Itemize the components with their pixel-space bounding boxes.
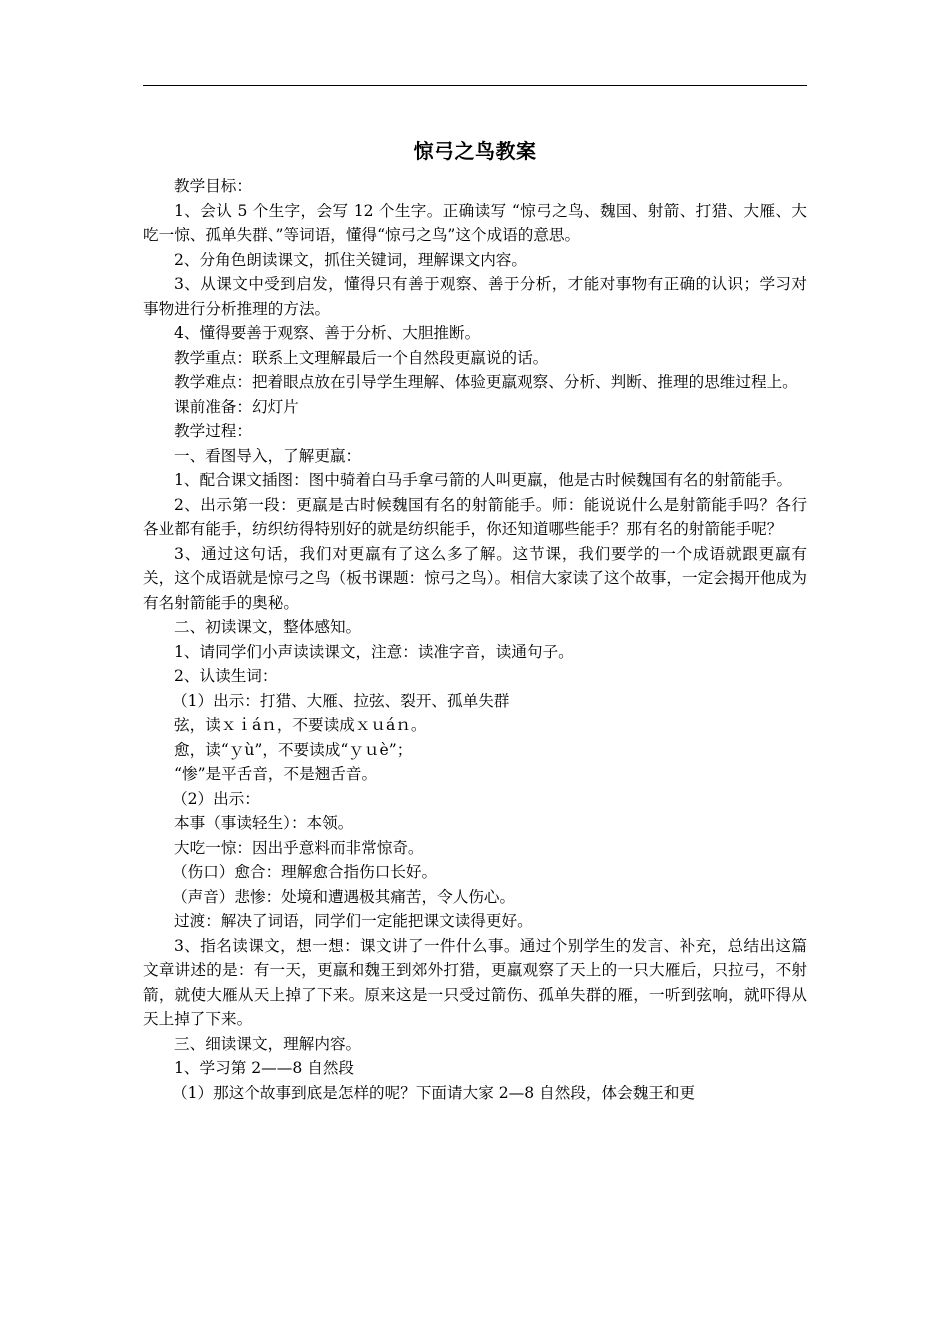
paragraph: 1、会认 5 个生字，会写 12 个生字。正确读写 “惊弓之鸟、魏国、射箭、打猎、大雁、大吃一惊、孤单失群、”等词语，懂得“惊弓之鸟”这个成语的意思。 (143, 201, 807, 244)
paragraph: 2、分角色朗读课文，抓住关键词，理解课文内容。 (174, 250, 527, 269)
paragraph: 教学过程： (174, 422, 252, 440)
document-title: 惊弓之鸟教案 (413, 139, 537, 163)
paragraph: 2、出示第一段：更羸是古时候魏国有名的射箭能手。师：能说说什么是射箭能手吗？各行各业都有能手，纺织纺得特别好的就是纺织能手，你还知道哪些能手？那有名的射箭能手呢？ (143, 495, 807, 538)
paragraph: （声音）悲惨：处境和遭遇极其痛苦，令人伤心。 (172, 887, 516, 906)
paragraph: 大吃一惊：因出乎意料而非常惊奇。 (174, 838, 424, 857)
paragraph: “惨”是平舌音，不是翘舌音。 (174, 765, 378, 783)
paragraph: 本事（事读轻生）：本领。 (174, 814, 354, 832)
paragraph: （2）出示： (172, 789, 260, 808)
paragraph: 教学难点：把着眼点放在引导学生理解、体验更羸观察、分析、判断、推理的思维过程上。 (174, 373, 798, 391)
paragraph: 二、初读课文，整体感知。 (174, 618, 362, 636)
paragraph: 3、通过这句话，我们对更羸有了这么多了解。这节课，我们要学的一个成语就跟更羸有关，这个成语就是惊弓之鸟（板书课题：惊弓之鸟）。相信大家读了这个故事，一定会揭开他成为有名射箭能手的奥秘。 (143, 544, 807, 612)
paragraph: 1、配合课文插图：图中骑着白马手拿弓箭的人叫更羸，他是古时候魏国有名的射箭能手。 (174, 471, 793, 489)
paragraph: 弦，读ｘｉáｎ，不要读成ｘｕáｎ。 (174, 716, 427, 734)
paragraph: 1、学习第 2——8 自然段 (174, 1059, 355, 1077)
paragraph: 一、看图导入，了解更羸： (174, 446, 362, 465)
paragraph: 3、指名读课文，想一想：课文讲了一件什么事。通过个别学生的发言、补充，总结出这篇文章讲述的是：有一天，更羸和魏王到郊外打猎，更羸观察了天上的一只大雁后，只拉弓，不射箭，就使大雁从天上掉了下来。原来这是一只受过箭伤、孤单失群的雁，一听到弦响，就吓得从天上掉了下来。 (143, 936, 807, 1028)
paragraph: 课前准备：幻灯片 (174, 397, 299, 416)
header-rule (143, 85, 807, 86)
document-body (143, 174, 807, 1105)
paragraph: （1）那这个故事到底是怎样的呢？下面请大家 2—8 自然段，体会魏王和更 (172, 1083, 696, 1102)
paragraph: 2、认读生词： (174, 667, 278, 685)
paragraph: 教学重点：联系上文理解最后一个自然段更羸说的话。 (174, 348, 549, 367)
paragraph: 1、请同学们小声读读课文，注意：读准字音，读通句子。 (174, 642, 574, 661)
paragraph: （伤口）愈合：理解愈合指伤口长好。 (172, 863, 438, 881)
paragraph: 4、懂得要善于观察、善于分析、大胆推断。 (174, 324, 481, 342)
paragraph: 愈，读“ｙù”，不要读成“ｙｕè”； (174, 740, 413, 759)
paragraph: 三、细读课文，理解内容。 (174, 1034, 362, 1053)
paragraph: 过渡：解决了词语，同学们一定能把课文读得更好。 (174, 912, 533, 930)
paragraph: （1）出示：打猎、大雁、拉弦、裂开、孤单失群 (172, 691, 510, 710)
paragraph: 3、从课文中受到启发，懂得只有善于观察、善于分析，才能对事物有正确的认识；学习对事物进行分析推理的方法。 (143, 275, 807, 318)
paragraph: 教学目标： (174, 177, 252, 195)
